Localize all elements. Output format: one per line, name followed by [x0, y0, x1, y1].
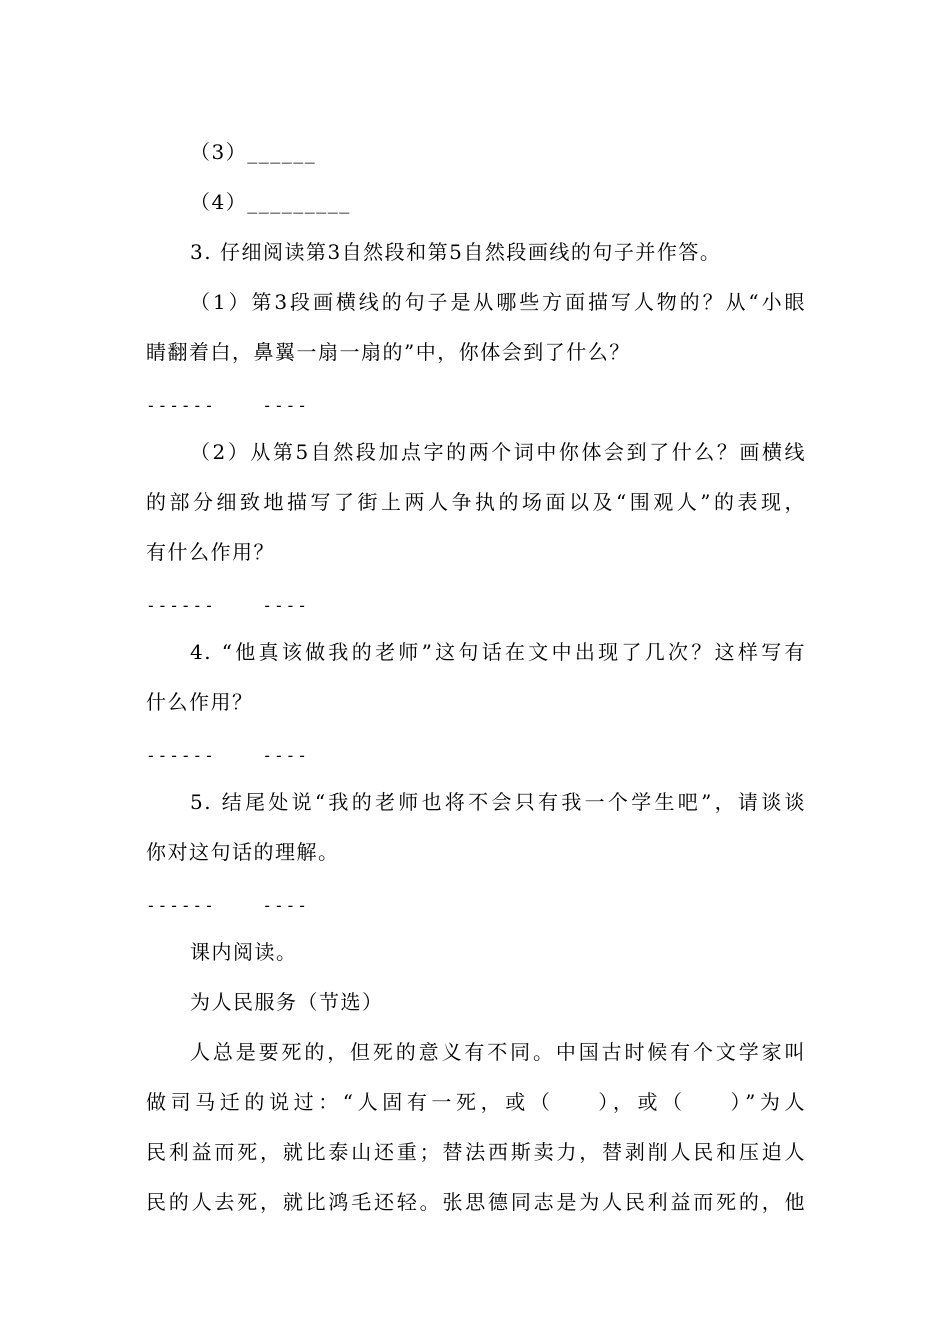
passage-line-1: 人总是要死的，但死的意义有不同。中国古时候有个文学家叫: [190, 1040, 806, 1064]
question-3-2-line-1: （2）从第5自然段加点字的两个词中你体会到了什么？画横线: [190, 440, 806, 464]
question-4-line-2: 什么作用？: [146, 690, 254, 714]
passage-title: 为人民服务（节选）: [190, 990, 384, 1014]
passage-line-2: 做司马迁的说过：“人固有一死，或（ ），或（ ）”为人: [146, 1090, 806, 1114]
question-3: 3. 仔细阅读第3自然段和第5自然段画线的句子并作答。: [190, 240, 722, 264]
answer-line: ------ ----: [146, 396, 309, 415]
answer-line: ------ ----: [146, 746, 309, 765]
question-3-2-line-2: 的部分细致地描写了街上两人争执的场面以及“围观人”的表现，: [146, 490, 806, 514]
blank-line-3: （3）______: [190, 140, 317, 164]
question-3-1-line-2: 睛翻着白，鼻翼一扇一扇的”中，你体会到了什么？: [146, 340, 631, 364]
question-5-line-1: 5. 结尾处说“我的老师也将不会只有我一个学生吧”，请谈谈: [190, 790, 806, 814]
question-3-1-line-1: （1）第3段画横线的句子是从哪些方面描写人物的？从“小眼: [190, 290, 806, 314]
answer-line: ------ ----: [146, 896, 309, 915]
question-5-line-2: 你对这句话的理解。: [146, 840, 340, 864]
passage-line-4: 民的人去死，就比鸿毛还轻。张思德同志是为人民利益而死的，他: [146, 1190, 806, 1214]
blank-line-4: （4）_________: [190, 190, 351, 214]
answer-line: ------ ----: [146, 596, 309, 615]
section-heading: 课内阅读。: [190, 940, 298, 964]
passage-line-3: 民利益而死，就比泰山还重；替法西斯卖力，替剥削人民和压迫人: [146, 1140, 806, 1164]
question-4-line-1: 4. “他真该做我的老师”这句话在文中出现了几次？这样写有: [190, 640, 806, 664]
question-3-2-line-3: 有什么作用？: [146, 540, 275, 564]
